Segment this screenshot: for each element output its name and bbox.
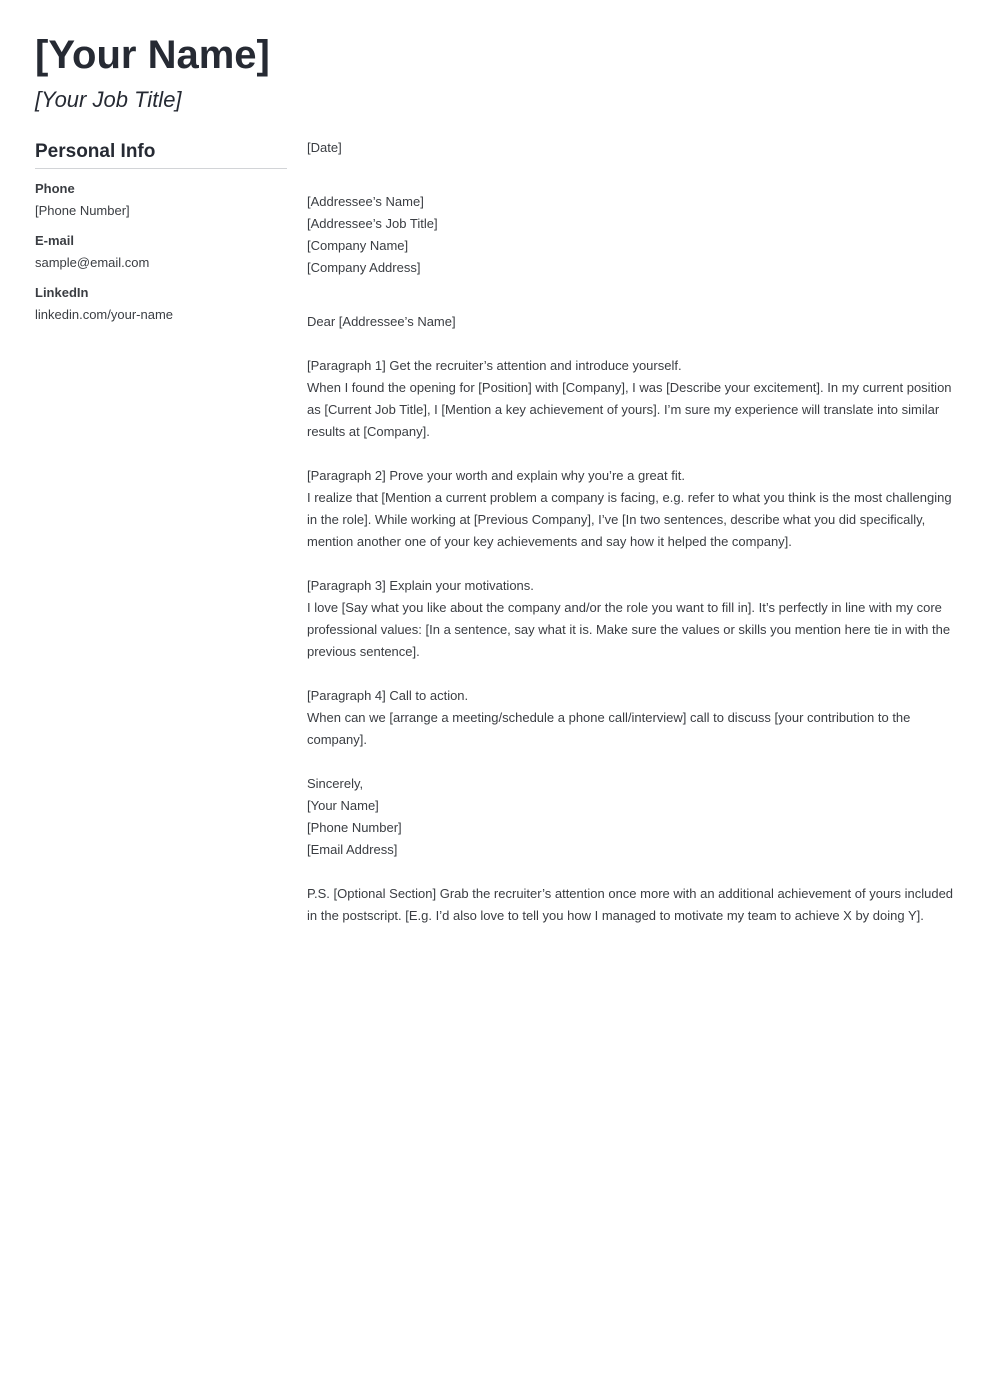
document-header bbox=[35, 30, 270, 114]
paragraph-heading: [Paragraph 4] Call to action. bbox=[307, 688, 469, 703]
linkedin-label: LinkedIn bbox=[35, 285, 89, 300]
email-value: sample@email.com bbox=[35, 255, 150, 270]
paragraph-heading: [Paragraph 3] Explain your motivations. bbox=[307, 578, 534, 593]
paragraph-heading: [Paragraph 1] Get the recruiter’s attention and introduce yourself. bbox=[307, 358, 682, 373]
personal-info-sidebar bbox=[35, 139, 287, 336]
closing-block bbox=[307, 773, 957, 861]
closing-email: [Email Address] bbox=[307, 842, 398, 857]
letter-body bbox=[307, 137, 957, 927]
paragraph-3 bbox=[307, 575, 957, 663]
recipient-job-title: [Addressee’s Job Title] bbox=[307, 216, 438, 231]
recipient-company-address: [Company Address] bbox=[307, 260, 421, 275]
paragraph-4 bbox=[307, 685, 957, 751]
email-info bbox=[35, 232, 287, 272]
salutation: Dear [Addressee’s Name] bbox=[307, 314, 456, 329]
recipient-name: [Addressee’s Name] bbox=[307, 194, 424, 209]
paragraph-2 bbox=[307, 465, 957, 553]
linkedin-value: linkedin.com/your-name bbox=[35, 307, 174, 322]
applicant-job-title: [Your Job Title] bbox=[35, 87, 182, 112]
closing-name: [Your Name] bbox=[307, 798, 379, 813]
recipient-company-name: [Company Name] bbox=[307, 238, 409, 253]
phone-info bbox=[35, 180, 287, 220]
recipient-block bbox=[307, 191, 957, 279]
letter-date: [Date] bbox=[307, 140, 342, 155]
postscript: P.S. [Optional Section] Grab the recruiter’s attention once more with an additional achievement of yours included in the postscript. [E.g. I’d also love to tell you how I managed to motivate my team to achieve X by doing Y]. bbox=[307, 886, 954, 923]
closing-phone: [Phone Number] bbox=[307, 820, 402, 835]
paragraph-1 bbox=[307, 355, 957, 443]
paragraph-heading: [Paragraph 2] Prove your worth and explain why you’re a great fit. bbox=[307, 468, 685, 483]
sign-off: Sincerely, bbox=[307, 776, 364, 791]
paragraph-text: I love [Say what you like about the company and/or the role you want to fill in]. It’s perfectly in line with my core professional values: [In a sentence, say what it is. Make sure the values or skills you mention here tie in with the previous sentence]. bbox=[307, 600, 951, 659]
phone-label: Phone bbox=[35, 181, 75, 196]
email-label: E-mail bbox=[35, 233, 75, 248]
paragraph-text: I realize that [Mention a current problem a company is facing, e.g. refer to what you think is the most challenging in the role]. While working at [Previous Company], I’ve [In two sentences, describe what you did specifically, mention another one of your key achievements and say how it helped the company]. bbox=[307, 490, 952, 549]
linkedin-info bbox=[35, 284, 287, 324]
phone-value: [Phone Number] bbox=[35, 203, 130, 218]
personal-info-heading: Personal Info bbox=[35, 139, 287, 169]
paragraph-text: When can we [arrange a meeting/schedule a phone call/interview] call to discuss [your contribution to the company]. bbox=[307, 710, 911, 747]
applicant-name: [Your Name] bbox=[35, 33, 270, 77]
paragraph-text: When I found the opening for [Position] with [Company], I was [Describe your excitement]. In my current position as [Current Job Title], I [Mention a key achievement of yours]. I’m sure my experience will translate into similar results at [Company]. bbox=[307, 380, 952, 439]
